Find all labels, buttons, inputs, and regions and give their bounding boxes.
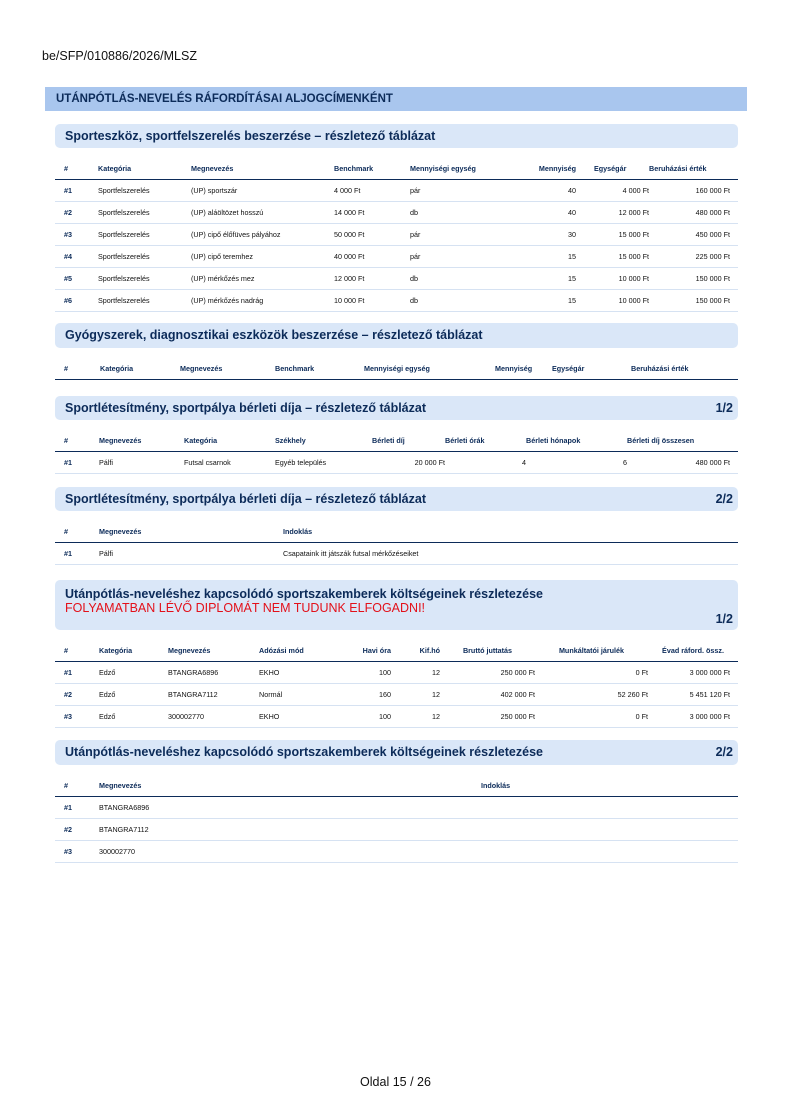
cell: #3 [55, 706, 99, 728]
col-monthly-hours: Havi óra [343, 639, 391, 662]
cell: Sportfelszerelés [98, 180, 191, 202]
col-name: Megnevezés [99, 520, 283, 543]
equipment-table [55, 157, 738, 312]
cell: Sportfelszerelés [98, 290, 191, 312]
col-index: # [55, 774, 99, 797]
cell: 450 000 Ft [649, 224, 738, 246]
cell: EKHO [259, 706, 343, 728]
table-row [55, 180, 738, 202]
cell: 150 000 Ft [649, 290, 738, 312]
cell: 40 000 Ft [334, 246, 410, 268]
main-heading: UTÁNPÓTLÁS-NEVELÉS RÁFORDÍTÁSAI ALJOGCÍMENKÉNT [45, 87, 747, 111]
cell: BTANGRA6896 [168, 662, 259, 684]
table-row [55, 452, 738, 474]
cell: 12 [391, 662, 440, 684]
table-header-row [55, 429, 738, 452]
col-investment-value: Beruházási érték [649, 157, 738, 180]
cell: (UP) aláöltözet hosszú [191, 202, 334, 224]
col-rent-months: Bérleti hónapok [526, 429, 627, 452]
section-facility-rent-2 [55, 487, 738, 565]
col-investment-value: Beruházási érték [631, 357, 738, 380]
col-paid-months: Kif.hó [391, 639, 440, 662]
cell: BTANGRA7112 [168, 684, 259, 706]
col-rent-total: Bérleti díj összesen [627, 429, 738, 452]
section-facility-rent-1 [55, 396, 738, 474]
cell: 4 000 Ft [576, 180, 649, 202]
section-title [55, 396, 738, 420]
col-unit-price: Egységár [576, 157, 649, 180]
col-season-total: Évad ráford. össz. [648, 639, 738, 662]
table-row [55, 202, 738, 224]
cell: 0 Ft [535, 662, 648, 684]
cell: 250 000 Ft [440, 662, 535, 684]
section-title-text: Utánpótlás-neveléshez kapcsolódó sportszakemberek költségeinek részletezése [65, 587, 543, 601]
cell: 250 000 Ft [440, 706, 535, 728]
col-name: Megnevezés [191, 157, 334, 180]
cell: 402 000 Ft [440, 684, 535, 706]
document-reference: be/SFP/010886/2026/MLSZ [42, 49, 197, 63]
col-unit-price: Egységár [552, 357, 631, 380]
table-header-row [55, 639, 738, 662]
cell: #6 [55, 290, 98, 312]
col-gross-pay: Bruttó juttatás [440, 639, 535, 662]
cell: 40 [494, 180, 576, 202]
cell [481, 819, 738, 841]
section-medicines [55, 323, 738, 380]
cell: db [410, 202, 494, 224]
cell: 52 260 Ft [535, 684, 648, 706]
col-justification: Indoklás [283, 520, 738, 543]
cell [481, 797, 738, 819]
table-header-row [55, 357, 738, 380]
table-row [55, 706, 738, 728]
cell: EKHO [259, 662, 343, 684]
table-row [55, 290, 738, 312]
cell: #1 [55, 797, 99, 819]
cell: 150 000 Ft [649, 268, 738, 290]
col-index: # [55, 639, 99, 662]
cell: Sportfelszerelés [98, 268, 191, 290]
page-indicator: 1/2 [715, 612, 733, 626]
cell: #1 [55, 662, 99, 684]
page-indicator: 2/2 [715, 492, 733, 506]
cell: #1 [55, 452, 99, 474]
cell: (UP) sportszár [191, 180, 334, 202]
cell: 12 [391, 706, 440, 728]
col-quantity: Mennyiség [495, 357, 552, 380]
section-sports-equipment [55, 124, 738, 312]
col-employer-contribution: Munkáltatói járulék [535, 639, 648, 662]
cell: Pálfi [99, 543, 283, 565]
cell: 160 000 Ft [649, 180, 738, 202]
cell: 20 000 Ft [372, 452, 445, 474]
cell: pár [410, 224, 494, 246]
cell: pár [410, 246, 494, 268]
section-title [55, 740, 738, 765]
cell: 40 [494, 202, 576, 224]
table-header-row [55, 774, 738, 797]
section-title [55, 124, 738, 148]
cell: (UP) mérkőzés nadrág [191, 290, 334, 312]
cell: Sportfelszerelés [98, 224, 191, 246]
cell: 15 [494, 290, 576, 312]
col-index: # [55, 357, 100, 380]
col-category: Kategória [184, 429, 275, 452]
cell: #3 [55, 841, 99, 863]
cell: 0 Ft [535, 706, 648, 728]
cell: Pálfi [99, 452, 184, 474]
page-indicator: 1/2 [715, 401, 733, 415]
section-title-text: Sportlétesítmény, sportpálya bérleti díja – részletező táblázat [65, 401, 426, 415]
col-name: Megnevezés [99, 774, 481, 797]
col-justification: Indoklás [481, 774, 738, 797]
cell: Edző [99, 684, 168, 706]
table-header-row [55, 520, 738, 543]
cell: (UP) cipő teremhez [191, 246, 334, 268]
cell: 12 000 Ft [576, 202, 649, 224]
col-name: Megnevezés [168, 639, 259, 662]
col-name: Megnevezés [180, 357, 275, 380]
cell: 5 451 120 Ft [648, 684, 738, 706]
cell: 300002770 [168, 706, 259, 728]
cell: #3 [55, 224, 98, 246]
cell: Edző [99, 706, 168, 728]
table-row [55, 543, 738, 565]
facility-justification-table [55, 520, 738, 565]
cell: 4 [445, 452, 526, 474]
col-index: # [55, 520, 99, 543]
cell: 14 000 Ft [334, 202, 410, 224]
section-staff-costs-1 [55, 580, 738, 728]
col-unit: Mennyiségi egység [364, 357, 495, 380]
cell: 10 000 Ft [576, 268, 649, 290]
section-staff-costs-2 [55, 740, 738, 863]
cell: #2 [55, 684, 99, 706]
section-title [55, 487, 738, 511]
table-row [55, 684, 738, 706]
cell: 12 000 Ft [334, 268, 410, 290]
table-row [55, 819, 738, 841]
table-row [55, 797, 738, 819]
cell: #1 [55, 180, 98, 202]
cell: BTANGRA7112 [99, 819, 481, 841]
col-seat: Székhely [275, 429, 372, 452]
staff-justification-table [55, 774, 738, 863]
cell: Edző [99, 662, 168, 684]
cell: 225 000 Ft [649, 246, 738, 268]
cell: 15 000 Ft [576, 246, 649, 268]
cell: 10 000 Ft [576, 290, 649, 312]
cell [481, 841, 738, 863]
cell: Egyéb település [275, 452, 372, 474]
section-title-text: Sporteszköz, sportfelszerelés beszerzése – részletező táblázat [65, 129, 436, 143]
cell: db [410, 268, 494, 290]
cell: 4 000 Ft [334, 180, 410, 202]
cell: 160 [343, 684, 391, 706]
section-title [55, 323, 738, 348]
cell: BTANGRA6896 [99, 797, 481, 819]
cell: 50 000 Ft [334, 224, 410, 246]
col-category: Kategória [99, 639, 168, 662]
warning-text: FOLYAMATBAN LÉVŐ DIPLOMÁT NEM TUDUNK ELFOGADNI! [65, 601, 426, 615]
col-category: Kategória [100, 357, 180, 380]
table-header-row [55, 157, 738, 180]
cell: 100 [343, 662, 391, 684]
cell: 480 000 Ft [649, 202, 738, 224]
staff-costs-table [55, 639, 738, 728]
page-indicator: 2/2 [715, 745, 733, 759]
cell: #5 [55, 268, 98, 290]
cell: 15 [494, 246, 576, 268]
cell: Sportfelszerelés [98, 246, 191, 268]
cell: #4 [55, 246, 98, 268]
section-title-text: Utánpótlás-neveléshez kapcsolódó sportszakemberek költségeinek részletezése [65, 745, 543, 759]
cell: Sportfelszerelés [98, 202, 191, 224]
col-rent-fee: Bérleti díj [372, 429, 445, 452]
cell: #2 [55, 202, 98, 224]
cell: #2 [55, 819, 99, 841]
col-quantity: Mennyiség [494, 157, 576, 180]
cell: 15 000 Ft [576, 224, 649, 246]
col-index: # [55, 157, 98, 180]
cell: 10 000 Ft [334, 290, 410, 312]
cell: 30 [494, 224, 576, 246]
cell: (UP) cipő élőfüves pályához [191, 224, 334, 246]
col-tax-mode: Adózási mód [259, 639, 343, 662]
cell: Normál [259, 684, 343, 706]
cell: Csapataink itt játszák futsal mérkőzéseiket [283, 543, 738, 565]
cell: (UP) mérkőzés mez [191, 268, 334, 290]
cell: 3 000 000 Ft [648, 706, 738, 728]
col-category: Kategória [98, 157, 191, 180]
table-row [55, 268, 738, 290]
cell: 6 [526, 452, 627, 474]
col-unit: Mennyiségi egység [410, 157, 494, 180]
table-row [55, 246, 738, 268]
col-rent-hours: Bérleti órák [445, 429, 526, 452]
col-benchmark: Benchmark [275, 357, 364, 380]
cell: db [410, 290, 494, 312]
cell: 3 000 000 Ft [648, 662, 738, 684]
page-footer: Oldal 15 / 26 [360, 1075, 431, 1089]
cell: 480 000 Ft [627, 452, 738, 474]
col-benchmark: Benchmark [334, 157, 410, 180]
cell: pár [410, 180, 494, 202]
table-row [55, 662, 738, 684]
col-name: Megnevezés [99, 429, 184, 452]
section-title-text: Gyógyszerek, diagnosztikai eszközök beszerzése – részletező táblázat [65, 328, 483, 342]
section-title-text: Sportlétesítmény, sportpálya bérleti díja – részletező táblázat [65, 492, 426, 506]
cell: Futsal csarnok [184, 452, 275, 474]
cell: 300002770 [99, 841, 481, 863]
facility-rent-table [55, 429, 738, 474]
cell: #1 [55, 543, 99, 565]
table-row [55, 841, 738, 863]
cell: 15 [494, 268, 576, 290]
medicines-table [55, 357, 738, 380]
table-row [55, 224, 738, 246]
col-index: # [55, 429, 99, 452]
cell: 100 [343, 706, 391, 728]
cell: 12 [391, 684, 440, 706]
section-title [55, 580, 738, 630]
